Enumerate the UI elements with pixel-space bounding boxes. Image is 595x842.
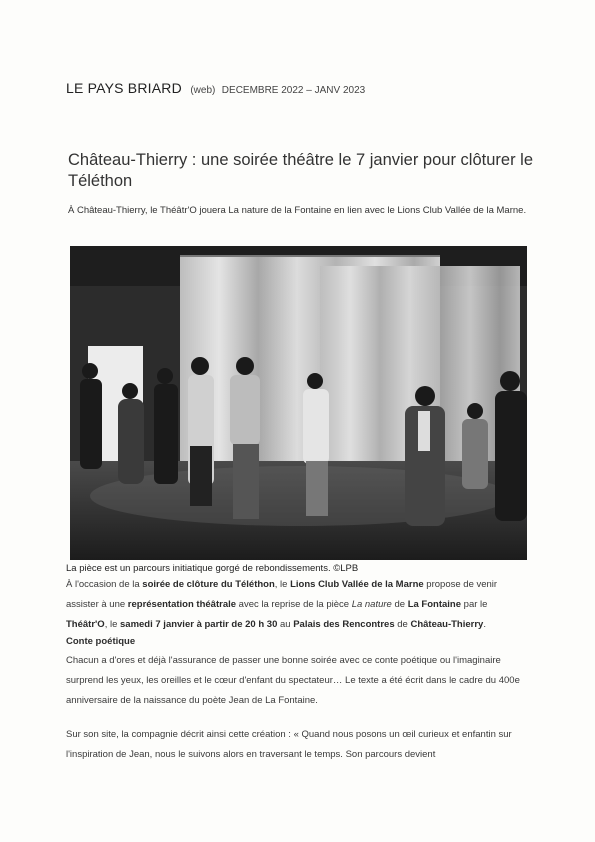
photo-caption: La pièce est un parcours initiatique gorgé de rebondissements. ©LPB: [66, 563, 359, 574]
article-headline: Château-Thierry : une soirée théâtre le 7 janvier pour clôturer le Téléthon: [68, 151, 533, 190]
body-paragraph-3: Sur son site, la compagnie décrit ainsi cette création : « Quand nous posons un œil curieux et enfantin sur l'inspiration de Jean, nous le suivons alors en traversant le temps. Son parcours devient: [66, 729, 512, 760]
publication-name: LE PAYS BRIARD: [66, 80, 182, 96]
article-body: [66, 575, 531, 765]
text-run: À l'occasion de la: [66, 579, 143, 590]
bold-run: soirée de clôture du Téléthon: [142, 579, 275, 590]
body-paragraph-1: [66, 575, 531, 635]
text-run: de: [394, 619, 411, 630]
edition-label: (web): [190, 85, 216, 96]
text-run: avec la reprise de la pièce: [236, 599, 352, 610]
masthead: [66, 80, 365, 98]
text-run: , le: [274, 579, 291, 590]
bold-run: représentation théâtrale: [127, 599, 237, 610]
text-run: propose de venir assister à une: [66, 579, 498, 610]
stage-photo: [70, 246, 527, 560]
text-run: par le: [461, 599, 488, 610]
bold-run: Théâtr'O: [66, 619, 105, 630]
text-run: .: [483, 619, 486, 630]
text-run: de: [391, 599, 408, 610]
issue-date: DECEMBRE 2022 – JANV 2023: [221, 85, 366, 96]
bold-run: La Fontaine: [407, 599, 462, 610]
article-lede: À Château-Thierry, le Théâtr'O jouera La nature de la Fontaine en lien avec le Lions Club Vallée de la Marne.: [68, 205, 527, 216]
bold-run: Palais des Rencontres: [293, 619, 395, 630]
bold-run: Lions Club Vallée de la Marne: [290, 579, 424, 590]
text-run: au: [277, 619, 294, 630]
italic-run: La nature: [351, 599, 392, 610]
subheading: Conte poétique: [66, 636, 136, 647]
bold-run: Château-Thierry: [410, 619, 484, 630]
body-paragraph-2: Chacun a d'ores et déjà l'assurance de passer une bonne soirée avec ce conte poétique ou l'imaginaire surprend les yeux, les oreilles et le cœur d'enfant du spectateur… Le texte a été écrit dans le cadre du 400e anniversaire de la naissance du poète Jean de La Fontaine.: [66, 655, 520, 706]
bold-run: samedi 7 janvier à partir de 20 h 30: [120, 619, 278, 630]
text-run: , le: [104, 619, 120, 630]
